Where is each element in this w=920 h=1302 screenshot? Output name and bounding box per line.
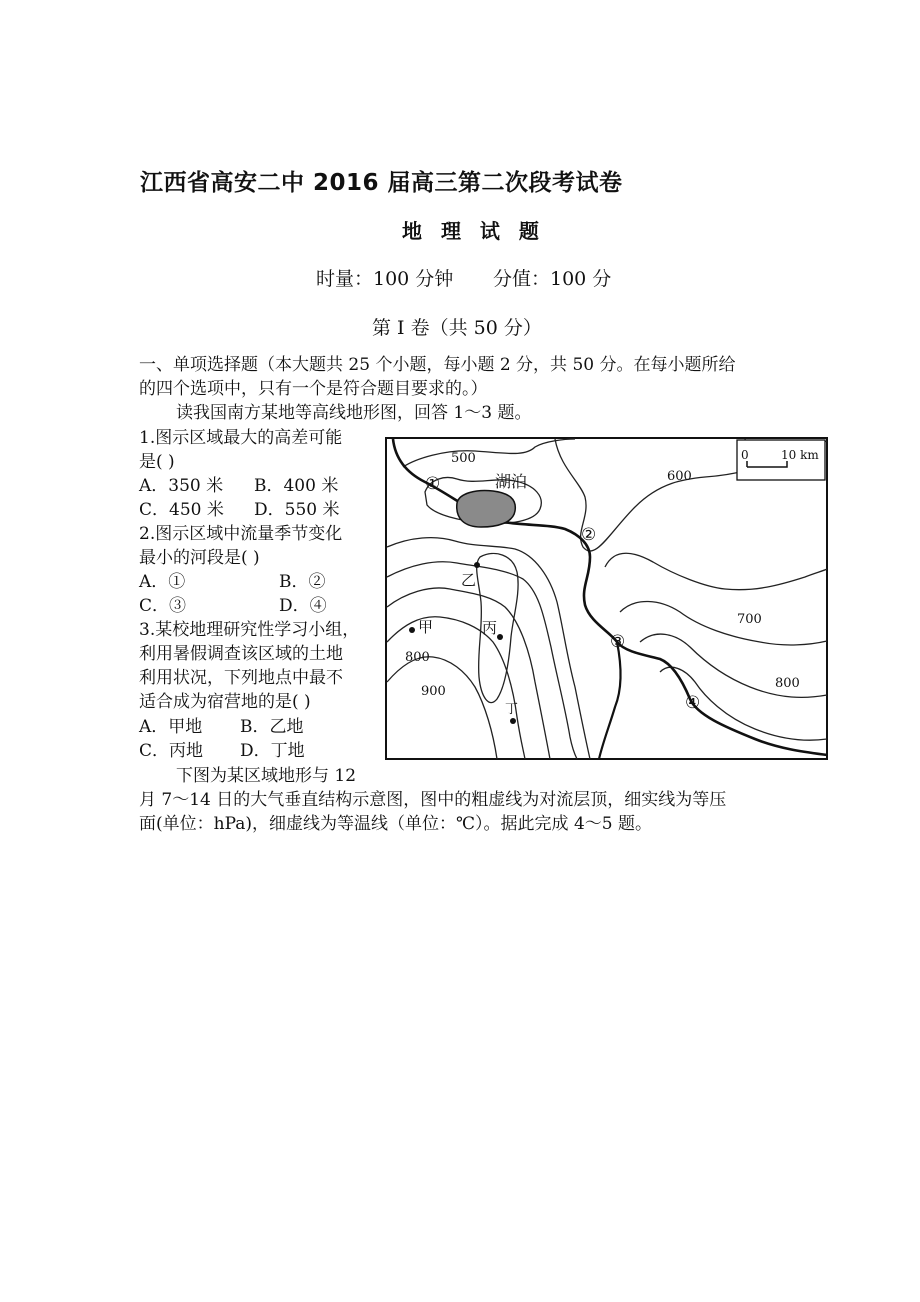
subject-title: 地 理 试 题	[402, 219, 545, 243]
q2-stem-line1: 2.图示区域中流量季节变化	[139, 524, 343, 544]
river-mark-4: ④	[685, 693, 701, 713]
time-info: 时量：100 分钟	[316, 268, 454, 290]
q1-option-b: B．400 米	[254, 476, 339, 496]
next-intro-line2: 月 7～14 日的大气垂直结构示意图，图中的粗虚线为对流层顶，细实线为等压	[139, 790, 727, 810]
contour-label-800-west: 800	[405, 650, 430, 665]
q1-option-c: C．450 米	[139, 500, 224, 520]
q3-stem-line3: 利用状况，下列地点中最不	[139, 668, 343, 688]
q2-option-d: D．④	[279, 596, 327, 616]
river-mark-1: ①	[425, 474, 441, 494]
q3-option-b: B．乙地	[240, 717, 304, 737]
q1-option-d: D．550 米	[254, 500, 340, 520]
next-intro-line1: 下图为某区域地形与 12	[176, 766, 357, 786]
q2-option-c: C．③	[139, 596, 187, 616]
q2-option-b: B．②	[279, 572, 326, 592]
exam-title: 江西省高安二中 2016 届高三第二次段考试卷	[140, 170, 623, 196]
contour-label-600: 600	[667, 469, 692, 484]
q3-option-a: A．甲地	[139, 717, 203, 737]
q2-option-a: A．①	[139, 572, 186, 592]
q3-option-c: C．丙地	[139, 741, 204, 761]
q3-stem-line4: 适合成为宿营地的是( )	[139, 692, 311, 712]
q1-stem-line2: 是( )	[139, 452, 175, 472]
contour-label-900: 900	[421, 684, 446, 699]
q1-stem-line1: 1.图示区域最大的高差可能	[139, 428, 343, 448]
river-mark-3: ③	[610, 632, 626, 652]
lake-label: 湖泊	[495, 472, 528, 491]
place-marker-ding	[510, 718, 516, 724]
next-intro-line3: 面(单位：hPa)，细虚线为等温线（单位：℃）。据此完成 4～5 题。	[139, 814, 652, 834]
q3-stem-line2: 利用暑假调查该区域的土地	[139, 644, 343, 664]
scale-length: 10 km	[781, 448, 819, 462]
section-heading-line1: 一、单项选择题（本大题共 25 个小题，每小题 2 分，共 50 分。在每小题所给	[139, 355, 736, 375]
contour-label-500: 500	[451, 451, 476, 466]
volume-heading: 第 I 卷（共 50 分）	[372, 317, 542, 339]
score-info: 分值：100 分	[493, 268, 612, 290]
q3-stem-line1: 3.某校地理研究性学习小组，	[139, 620, 360, 640]
q1-option-a: A．350 米	[139, 476, 224, 496]
place-yi: 乙	[461, 571, 477, 589]
place-ding: 丁	[505, 702, 519, 717]
question-group-intro: 读我国南方某地等高线地形图，回答 1～3 题。	[176, 403, 532, 423]
section-heading-line2: 的四个选项中，只有一个是符合题目要求的。）	[139, 379, 488, 399]
contour-label-700: 700	[737, 612, 762, 627]
place-marker-bing	[497, 634, 503, 640]
lake	[457, 491, 516, 528]
place-marker-jia	[409, 627, 415, 633]
q3-option-d: D．丁地	[240, 741, 305, 761]
contour-label-800-east: 800	[775, 676, 800, 691]
place-bing: 丙	[482, 619, 498, 637]
place-jia: 甲	[418, 618, 434, 636]
scale-zero: 0	[741, 448, 749, 462]
q2-stem-line2: 最小的河段是( )	[139, 548, 260, 568]
contour-map	[385, 437, 829, 761]
place-marker-yi	[474, 562, 480, 568]
river-mark-2: ②	[581, 525, 597, 545]
